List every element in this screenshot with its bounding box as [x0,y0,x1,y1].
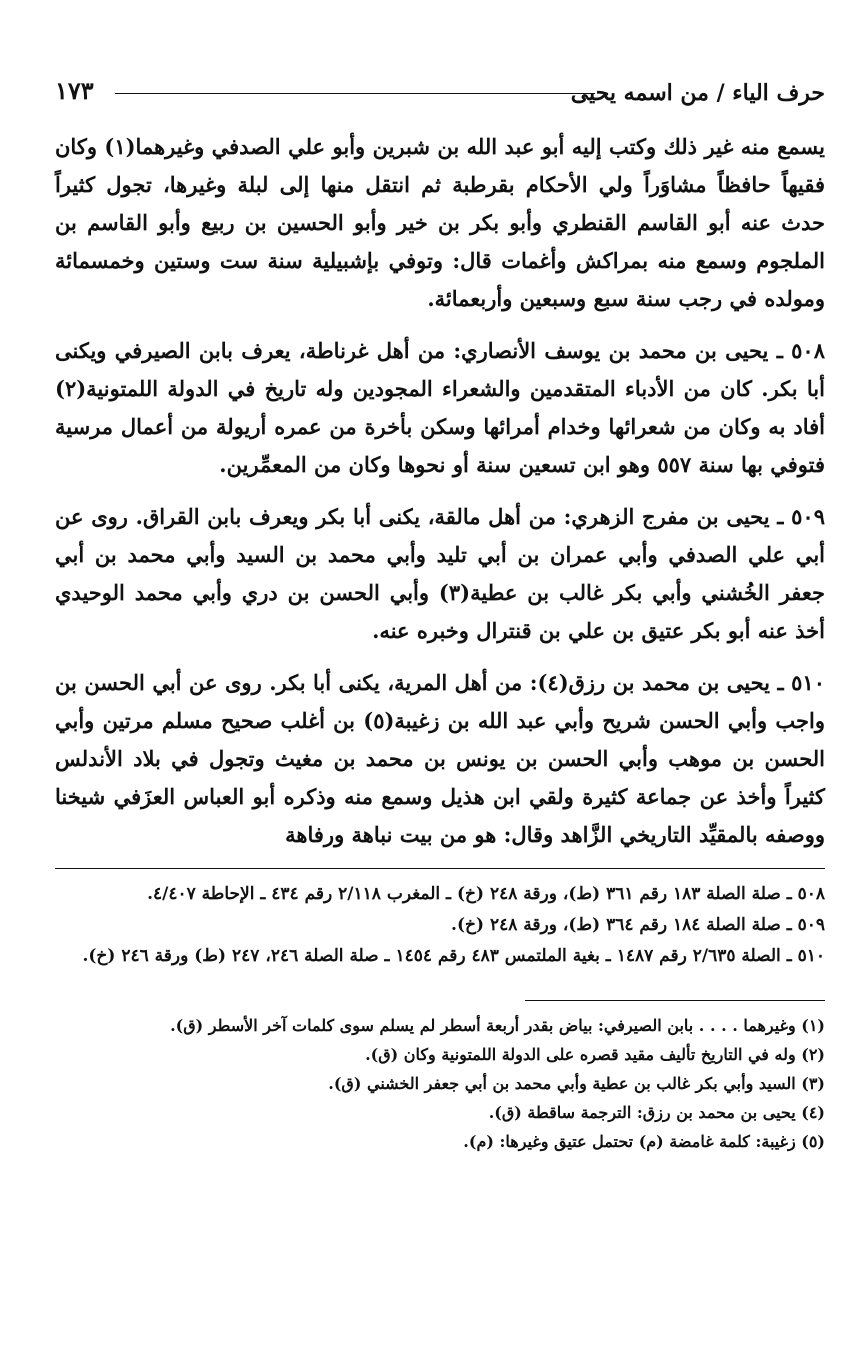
sources-divider [55,868,825,869]
page-number: ١٧٣ [55,76,94,105]
main-text [55,128,825,854]
footnote-4: (٤) يحيى بن محمد بن رزق: الترجمة ساقطة (ق). [488,1103,825,1122]
source-509: ٥٠٩ ـ صلة الصلة ١٨٤ رقم ٣٦٤ (ط)، ورقة ٢٤٨ (خ). [451,915,825,935]
footnote-1: (١) وغيرهما . . . . بابن الصيرفي: بياض بقدر أربعة أسطر لم يسلم سوى كلمات آخر الأسطر (ق). [170,1016,825,1035]
entry-509: ٥٠٩ ـ يحيى بن مفرج الزهري: من أهل مالقة، يكنى أبا بكر ويعرف بابن القراق. روى عن أبي علي الصدفي وأبي عمران بن أبي تليد وأبي محمد بن السيد وأبي محمد بن أبي جعفر الخُشني وأبي بكر غالب بن عطية(٣) وأبي الحسن بن دري وأبي محمد الوحيدي أخذ عنه أبو بكر عتيق بن علي بن قنترال وخبره عنه. [55,504,825,643]
page-header [55,68,825,112]
header-rule [115,93,595,94]
footnotes-list [55,1011,825,1156]
footnote-3: (٣) السيد وأبي بكر غالب بن عطية وأبي محمد بن أبي جعفر الخشني (ق). [328,1074,825,1093]
source-508: ٥٠٨ ـ صلة الصلة ١٨٣ رقم ٣٦١ (ط)، ورقة ٢٤٨ (خ) ـ المغرب ٢/١١٨ رقم ٤٣٤ ـ الإحاطة ٤/٤٠٧. [147,884,825,904]
footnote-5: (٥) زغيبة: كلمة غامضة (م) تحتمل عتيق وغيرها: (م). [463,1132,825,1151]
footnote-2: (٢) وله في التاريخ تأليف مقيد قصره على الدولة اللمتونية وكان (ق). [365,1045,825,1064]
entry-508: ٥٠٨ ـ يحيى بن محمد بن يوسف الأنصاري: من أهل غرناطة، يعرف بابن الصيرفي ويكنى أبا بكر. كان من الأدباء المتقدمين والشعراء المجودين وله تاريخ في الدولة اللمتونية(٢) أفاد به وكان من شعرائها وخدام أمرائها وسكن بأخرة من عمره أريولة من أعمال مرسية فتوفي بها سنة ٥٥٧ وهو ابن تسعين سنة أو نحوها وكان من المعمِّرين. [55,338,825,477]
sources-list [55,879,825,972]
entry-510: ٥١٠ ـ يحيى بن محمد بن رزق(٤): من أهل المرية، يكنى أبا بكر. روى عن أبي الحسن بن واجب وأبي الحسن شريح وأبي عبد الله بن زغيبة(٥) بن أغلب صحيح مسلم مرتين وأبي الحسن بن موهب وأبي الحسن بن يونس بن محمد بن مغيث وتجول في بلاد الأندلس كثيراً وأخذ عن جماعة كثيرة ولقي ابن هذيل وسمع منه وذكره أبو العباس العزَفي شيخنا ووصفه بالمقيِّد التاريخي الزَّاهد وقال: هو من بيت نباهة ورفاهة [55,670,825,847]
source-510: ٥١٠ ـ الصلة ٢/٦٣٥ رقم ١٤٨٧ ـ بغية الملتمس ٤٨٣ رقم ١٤٥٤ ـ صلة الصلة ٢٤٦، ٢٤٧ (ط) ورقة ٢٤٦ (خ). [82,946,825,966]
book-page [55,68,825,1156]
footnotes-divider [525,1000,825,1001]
running-title: حرف الياء / من اسمه يحيى [570,80,825,106]
paragraph-continuation: يسمع منه غير ذلك وكتب إليه أبو عبد الله بن شبرين وأبو علي الصدفي وغيرهما(١) وكان فقيهاً حافظاً مشاوَراً ولي الأحكام بقرطبة ثم انتقل منها إلى لبلة وغيرها، تجول كثيراً حدث عنه أبو القاسم القنطري وأبو بكر بن خير وأبو الحسين بن ربيع وأبو القاسم بن الملجوم وسمع منه بمراكش وأغمات قال: وتوفي بإشبيلية سنة ست وستين وخمسمائة ومولده في رجب سنة سبع وسبعين وأربعمائة. [55,134,825,311]
